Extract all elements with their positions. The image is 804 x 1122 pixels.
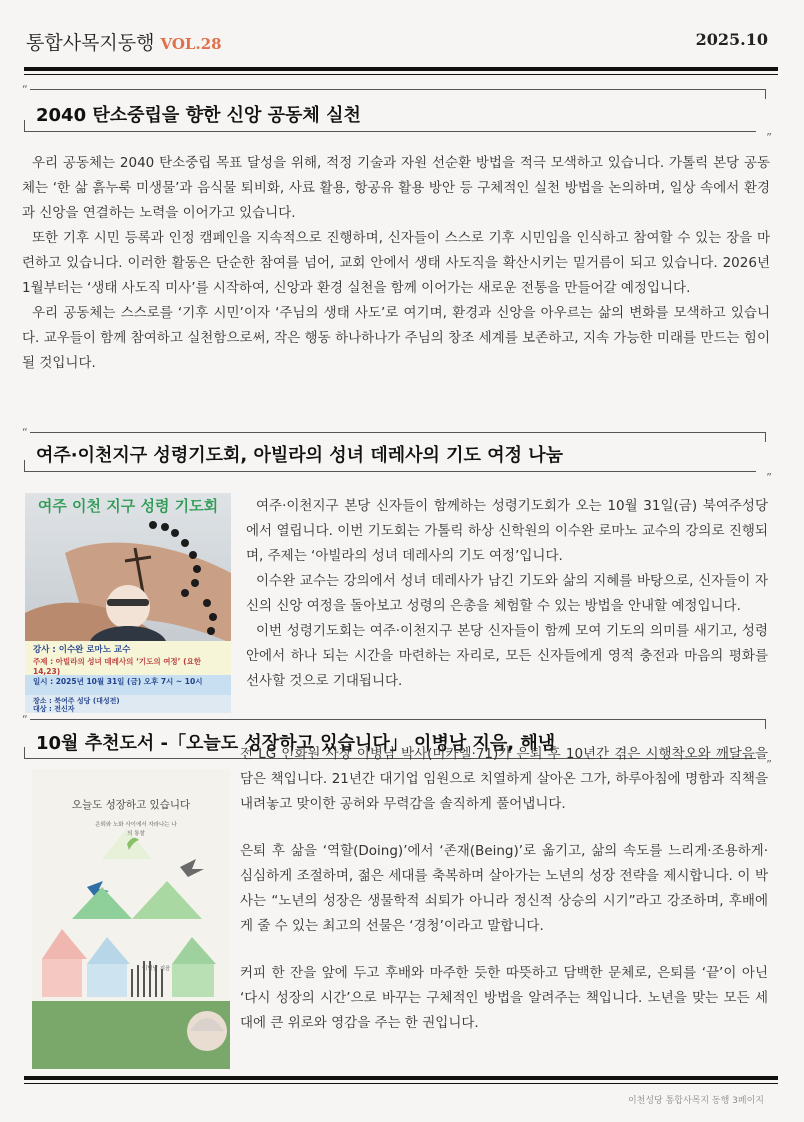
section1-body — [22, 151, 770, 376]
newsletter-name: 통합사목지동행 — [26, 32, 155, 54]
footer-rule-thin — [24, 1083, 778, 1084]
section1-title: 2040 탄소중립을 향한 신앙 공동체 실천 — [36, 105, 361, 126]
section3-paragraph-1: 전 LG 인화원 사장 이병남 박사(미카엘·71)가 은퇴 후 10년간 겪은 시행착오와 깨달음을 담은 책입니다. 21년간 대기업 임원으로 치열하게 살아온 그가, 하루아침에 명함과 직책을 내려놓고 맞이한 공허와 무력감을 솔직하게 풀어냅니다. — [240, 746, 768, 812]
section3-paragraph-3: 커피 한 잔을 앞에 두고 후배와 마주한 듯한 따뜻하고 담백한 문체로, 은퇴를 ‘끝’이 아닌 ‘다시 성장의 시간’으로 바꾸는 구체적인 방법을 알려주는 책입니다. 노년을 맞는 모든 세대에 큰 위로와 영감을 주는 한 권입니다. — [240, 965, 768, 1031]
section1-paragraph-2: 또한 기후 시민 등록과 인정 캠페인을 지속적으로 진행하며, 신자들이 스스로 기후 시민임을 인식하고 참여할 수 있는 장을 마련하고 있습니다. 이러한 활동은 단순한 참여를 넘어, 교회 안에서 생태 사도직을 확산시키는 밑거름이 되고 있습니다. 2026년 1월부터는 ‘생태 사도직 미사’를 시작하여, 신앙과 환경 실천을 함께 이어가는 새로운 전통을 만들어갈 예정입니다. — [22, 230, 770, 296]
newsletter-title — [26, 28, 222, 55]
footer-rule — [24, 1076, 778, 1080]
book-title: 오늘도 성장하고 있습니다 — [71, 799, 191, 811]
header-rule — [24, 67, 778, 71]
section3-heading-frame: “ ” 10월 추천도서 -「오늘도 성장하고 있습니다」 이병남 지음, 해냄 — [22, 713, 772, 771]
volume-label: VOL.28 — [160, 35, 222, 53]
section2-paragraph-3: 이번 성령기도회는 여주·이천지구 본당 신자들이 함께 모여 기도의 의미를 새기고, 성령 안에서 하나 되는 시간을 마련하는 자리로, 모든 신자들에게 영적 충전과 마음의 평화를 선사할 것으로 기대됩니다. — [246, 623, 768, 689]
section2-paragraph-1: 여주·이천지구 본당 신자들이 함께하는 성령기도회가 오는 10월 31일(금) 북여주성당에서 열립니다. 이번 기도회는 가톨릭 하상 신학원의 이수완 로마노 교수의 강의로 진행되며, 주제는 ‘아빌라의 성녀 데레사의 기도 여정’입니다. — [246, 498, 768, 564]
footer-note: 이천성당 통합사목지 동행 3페이지 — [627, 1096, 764, 1106]
section2-title: 여주·이천지구 성령기도회, 아빌라의 성녀 데레사의 기도 여정 나눔 — [36, 445, 564, 466]
header-rule-thin — [24, 74, 778, 75]
poster-target: 대상 : 전신자 — [33, 705, 75, 713]
poster-topic: 주제 : 아빌라의 성녀 데레사의 ‘기도의 여정’ (요한 14,23) — [33, 657, 202, 676]
book-cover-graphic — [32, 769, 230, 1069]
poster-lecturer: 강사 : 이수완 로마노 교수 — [33, 645, 131, 655]
poster-title: 여주 이천 지구 성령 기도회 — [37, 497, 219, 515]
prayer-meeting-poster — [25, 493, 231, 713]
book-subtitle: 은퇴와 노화 사이에서 자라나는 나의 통찰 — [95, 822, 177, 837]
issue-date: 2025.10 — [695, 30, 768, 49]
poster-date: 일시 : 2025년 10월 31일 (금) 오후 7시 ~ 10시 — [33, 677, 203, 686]
book-author: 이병남 지음 — [142, 966, 171, 972]
section1-paragraph-1: 우리 공동체는 2040 탄소중립 목표 달성을 위해, 적정 기술과 자원 선순환 방법을 적극 모색하고 있습니다. 가톨릭 본당 공동체는 ‘한 삶 흙누룩 미생물’과 음식물 퇴비화, 사료 활용, 항공유 활용 방안 등 구체적인 실천 방법을 논의하며, 일상 속에서 환경과 신앙을 연결하는 노력을 이어가고 있습니다. — [22, 155, 770, 221]
section1-heading-frame: “ ” 2040 탄소중립을 향한 신앙 공동체 실천 — [22, 83, 772, 144]
section3-title: 10월 추천도서 -「오늘도 성장하고 있습니다」 이병남 지음, 해냄 — [36, 733, 556, 754]
poster-place: 장소 : 북여주 성당 (대성전) — [33, 697, 120, 705]
section3-body — [240, 742, 768, 1036]
section3-paragraph-2: 은퇴 후 삶을 ‘역할(Doing)’에서 ‘존재(Being)’로 옮기고, 삶의 속도를 느리게·조용하게·심심하게 조절하며, 젊은 세대를 축복하며 살아가는 노년의 성장 전략을 제시합니다. 이 박사는 “노년의 성장은 생물학적 쇠퇴가 아니라 정신적 상승의 시기”라고 강조하며, 후배에게 줄 수 있는 최고의 선물은 ‘경청’이라고 말합니다. — [240, 843, 768, 934]
section2-heading-frame: “ ” 여주·이천지구 성령기도회, 아빌라의 성녀 데레사의 기도 여정 나눔 — [22, 426, 772, 484]
book-cover — [32, 769, 230, 1069]
section2-body — [246, 494, 768, 694]
section1-paragraph-3: 우리 공동체는 스스로를 ‘기후 시민’이자 ‘주님의 생태 사도’로 여기며, 환경과 신앙을 아우르는 삶의 변화를 모색하고 있습니다. 교우들이 함께 참여하고 실천함으로써, 작은 행동 하나하나가 주님의 창조 세계를 보존하고, 지속 가능한 미래를 만드는 힘이 될 것입니다. — [22, 305, 770, 371]
section2-paragraph-2: 이수완 교수는 강의에서 성녀 데레사가 남긴 기도와 삶의 지혜를 바탕으로, 신자들이 자신의 신앙 여정을 돌아보고 성령의 은총을 체험할 수 있는 방법을 안내할 예정입니다. — [246, 573, 768, 614]
